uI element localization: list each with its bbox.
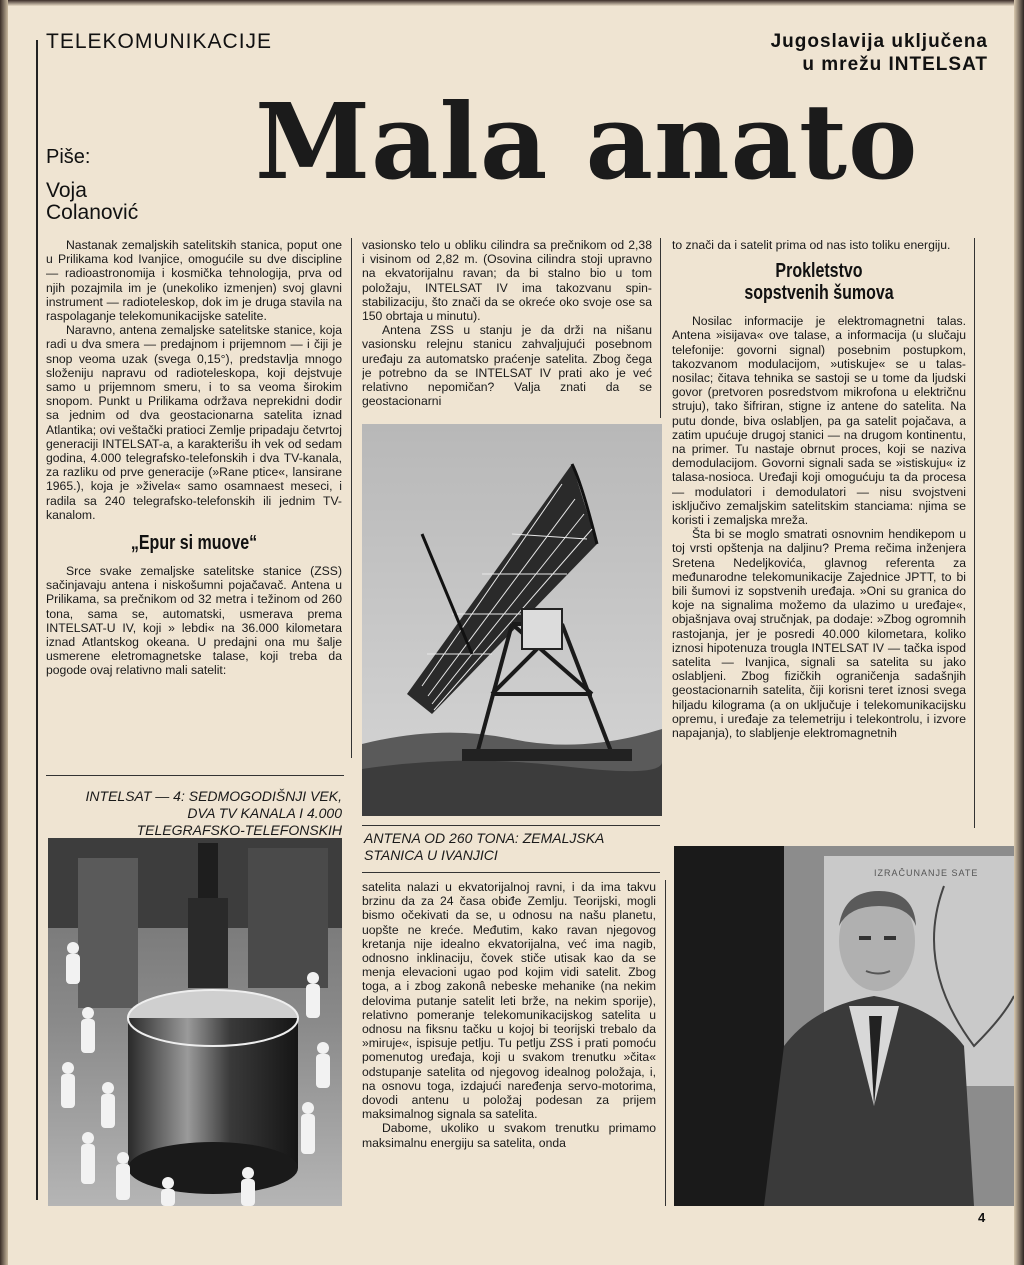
caption-intelsat-line-1: INTELSAT — 4: SEDMOGODIŠNJI VEK, xyxy=(85,788,342,804)
col1-paragraph-2: Naravno, antena zemaljske satelitske stanice, koja radi u dva smera — predajnom i prijemnom — i čiji je snop veoma uzak (svega 0,15°), predstavlja mnogo složeniju napravu od radioteleskopa, koji dejstvuje samo u prijemnom smeru, i to sa veoma širokim snopom. Punkt u Prilikama održava neprekidni dodir sa jednim od dva geostacionarna satelita iznad Atlantika; ovi veštački pratioci Zemlje pripadaju četvrtoj generaciji INTELSAT-a, a karakterišu ih vek od sedam godina, 4.000 telegrafsko-telefonskih i dva TV-kanala, za razliku od prve generacije (»Rane ptice«, lansirane 1965.), koja je »živela« samo osamnaest meseci, i radila sa 240 telegrafsko-telefonskih ili jednim TV-kanalom. xyxy=(46,323,342,522)
page-left-edge xyxy=(0,0,8,1265)
col2-paragraph-2: Antena ZSS u stanju je da drži na nišanu vasionsku relejnu stanicu zahvaljujući posebnom uređaju za automatsko praćenje satelita. Zbog čega je potrebno da se INTELSAT IV prati ako je već relativno nepomičan? Valja znati da se geostacionarni xyxy=(362,323,652,409)
page-top-edge xyxy=(0,0,1024,6)
page-right-edge xyxy=(1014,0,1024,1265)
column-2-bottom xyxy=(362,880,656,1206)
kicker-line-2: u mrežu INTELSAT xyxy=(802,54,988,75)
column-rule-3 xyxy=(974,238,975,828)
caption2-bottom-rule xyxy=(362,872,660,873)
photo-engineer xyxy=(674,846,1014,1206)
kicker xyxy=(730,30,988,76)
caption-antenna-line-1: ANTENA OD 260 TONA: ZEMALJSKA xyxy=(364,830,605,846)
col1-subhead: „Epur si muove“ xyxy=(130,532,258,555)
satellite-photo-illustration xyxy=(48,838,342,1206)
column-rule-1 xyxy=(351,238,352,758)
headline: Mala anato xyxy=(255,86,919,202)
col1-paragraph-1: Nastanak zemaljskih satelitskih stanica, poput one u Prilikama kod Ivanjice, omogućile su dve discipline — radioastronomija i kosmička tehnologija, prva od njih pozajmila im je (unekoliko izmenjen) svoj glavni instrument — radioteleskop, dok im je druga stavila na raspolaganje telekomunikacijske satelite. xyxy=(46,238,342,324)
caption1-top-rule xyxy=(46,775,344,776)
photo-antenna xyxy=(362,424,662,816)
author-last-name: Colanović xyxy=(46,201,139,224)
kicker-line-1: Jugoslavija uključena xyxy=(770,31,988,52)
caption2-top-rule xyxy=(362,825,660,826)
caption-intelsat-line-2: DVA TV KANALA I 4.000 xyxy=(187,805,342,821)
column-2-top xyxy=(362,238,652,420)
antenna-photo-illustration xyxy=(362,424,662,816)
col3-subhead-line-1: Prokletstvo xyxy=(775,260,863,283)
byline-author xyxy=(46,180,138,224)
byline-label: Piše: xyxy=(46,146,91,168)
caption-antenna xyxy=(364,830,660,864)
col2-paragraph-3: satelita nalazi u ekvatorijalnoj ravni, i da ima takvu brzinu da za 24 časa obiđe Zemlju. Teorijski, mogli bismo očekivati da se, u odnosu na našu planetu, uopšte ne kreće. Međutim, kako ravan njegovog kretanja nije idealno ekvatorijalna, već ima nagib, odnosno inklinaciju, čovek stiče utisak kao da se menja elevacioni ugao pod kojim vidi satelit. Zbog toga, a i zbog zakonâ nebeske mehanike (na nekim delovima putanje satelit leti brže, na nekim sporije), relativno pomeranje telekomunikacijskog satelita u odnosu na fiksnu tačku u kojoj bi teorijski trebalo da »miruje«, ispisuje petlju. Tu petlju ZSS i prati pomoću pomenutog uređaja, koji u svakom trenutku »čita« odstupanje satelita od njegovog idealnog položaja, i, na osnovu toga, izdajući naređenja servo-motorima, dovodi antenu u položaj podesan za prijem maksimalnog signala sa satelita. xyxy=(362,880,656,1122)
col1-paragraph-3: Srce svake zemaljske satelitske stanice (ZSS) sačinjavaju antena i niskošumni pojačavač. Antena u Prilikama, sa prečnikom od 32 metra i težinom od 260 tona, sama se, automatski, usmerava prema INTELSAT-U IV, koji » lebdi« na 36.000 kilometara iznad Atlantskog okeana. U predajni ona mu šalje usmerene eletromagnetske talase, koji treba da pogode ovaj relativno mali satelit: xyxy=(46,564,342,678)
col3-paragraph-2: Nosilac informacije je elektromagnetni talas. Antena »isijava« ove talase, a informacija (u slučaju telefonije: govorni signal) posebnim postupkom, takozvanom modulacijom, »utiskuje« se u talas-nosilac; čitava tehnika se sastoji se u tome da ljudski govor (pretvoren posredstvom mikrofona u električnu struju), tako šifriran, stigne iz antene do satelita. Na putu donde, biva oslabljen, pa ga satelit pojačava, a zatim upućuje drugoj stanici — na drugom kontinentu, na primer. Tu nastaje obrnut proces, koji se naziva demodulacijom. Govorni signali sada se »istiskuju« iz talasa-nosioca. Uređaji koji omogućuju ta da procesa — modulatori i demodulatori — nisu svojstveni isključivo zemaljskim satelitskim stanciama: njima se koristi i zemaljska mreža. xyxy=(672,314,966,528)
col3-subhead xyxy=(701,260,936,304)
page-number: 4 xyxy=(978,1210,986,1225)
column-rule-2 xyxy=(660,238,661,418)
caption-intelsat xyxy=(46,788,342,839)
photo-wall-sign: IZRAČUNANJE SATE xyxy=(874,868,979,878)
col3-subhead-line-2: sopstvenih šumova xyxy=(744,282,894,305)
column-rule-4 xyxy=(665,880,666,1206)
author-first-name: Voja xyxy=(46,179,87,202)
left-margin-rule xyxy=(36,40,38,1200)
column-3 xyxy=(672,238,966,834)
col3-paragraph-3: Šta bi se moglo smatrati osnovnim hendikepom u toj vrsti opštenja na daljinu? Prema rečima inženjera Sretena Nedeljkovića, glavnog referenta za međunarodne telekomunikacije Zajednice JPTT, to bi bili šumovi iz sopstvenih uređaja. »Oni su granica do koje na signalima možemo da ulazimo u uređaje«, objašnjava ovaj stručnjak, pa dodaje: »Zbog ogromnih rastojanja, jer je posredi 40.000 kilometara, koliko iznosi hipotenuza trougla INTELSAT IV — tačka ispod satelita — Ivanjica, signali sa satelita su jako oslabljeni. Zbog fizičkih ograničenja sadašnjih geostacionarnih satelita, čiji korisni teret iznosi svega hiljadu kilograma (a on uključuje i telekomunikacijsku opremu, i uređaje za telemetriju i telekontrolu, i izvore napajanja), to slabljenje elektromagnetnih xyxy=(672,527,966,741)
caption-antenna-line-2: STANICA U IVANJICI xyxy=(364,847,498,863)
photo-intelsat-satellite xyxy=(48,838,342,1206)
section-title: TELEKOMUNIKACIJE xyxy=(46,30,273,53)
col3-paragraph-1: to znači da i satelit prima od nas isto toliku energiju. xyxy=(672,238,951,252)
engineer-photo-illustration xyxy=(674,846,1014,1206)
column-1 xyxy=(46,238,342,758)
col2-paragraph-1: vasionsko telo u obliku cilindra sa prečnikom od 2,38 i visinom od 2,82 m. (Osovina cilindra stoji upravno na ekvatorijalnu ravan; da bi stalno bio u tom položaju, INTELSAT IV ima takozvanu spin-stabilizaciju, što znači da se okreće oko svoje ose sa 150 obrtaja u minutu). xyxy=(362,238,652,324)
caption-intelsat-line-3: TELEGRAFSKO-TELEFONSKIH xyxy=(136,822,342,838)
col2-paragraph-4: Dabome, ukoliko u svakom trenutku primamo maksimalnu energiju sa satelita, onda xyxy=(362,1121,656,1150)
